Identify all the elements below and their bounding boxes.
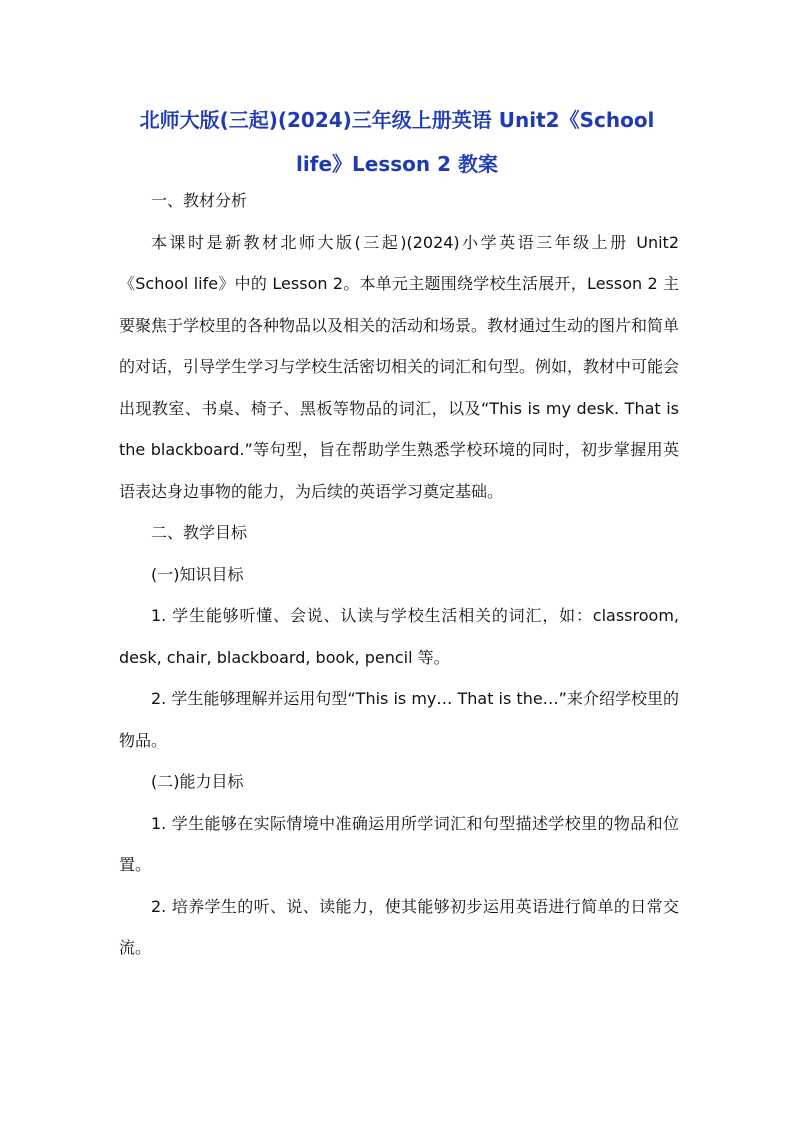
list-item-ability-2: 2. 培养学生的听、说、读能力，使其能够初步运用英语进行简单的日常交流。	[119, 896, 679, 957]
title-line-2: life》Lesson 2 教案	[296, 152, 498, 176]
paragraph-textbook-analysis: 本课时是新教材北师大版(三起)(2024)小学英语三年级上册 Unit2《School life》中的 Lesson 2。本单元主题围绕学校生活展开，Lesson 2 主要聚焦于学校里的各种物品以及相关的活动和场景。教材通过生动的图片和简单的对话，引导学生学习与学校生活密切相关的词汇和句型。例如，教材中可能会出现教室、书桌、椅子、黑板等物品的词汇，以及“This is my desk. That is the blackboard.”等句型，旨在帮助学生熟悉学校环境的同时，初步掌握用英语表达身边事物的能力，为后续的英语学习奠定基础。	[119, 232, 680, 501]
section-heading-teaching-goals: 二、教学目标	[151, 523, 248, 542]
document-body	[119, 180, 679, 969]
list-item-knowledge-2: 2. 学生能够理解并运用句型“This is my… That is the…”来介绍学校里的物品。	[119, 689, 679, 750]
title-line-1: 北师大版(三起)(2024)三年级上册英语 Unit2《School	[139, 108, 655, 132]
list-item-knowledge-1: 1. 学生能够听懂、会说、认读与学校生活相关的词汇，如：classroom, desk, chair, blackboard, book, pencil 等。	[119, 606, 679, 667]
subheading-knowledge-goals: (一)知识目标	[151, 564, 244, 584]
list-item-ability-1: 1. 学生能够在实际情境中准确运用所学词汇和句型描述学校里的物品和位置。	[119, 813, 679, 874]
section-heading-textbook-analysis: 一、教材分析	[151, 191, 248, 210]
subheading-ability-goals: (二)能力目标	[151, 772, 244, 791]
document-title	[112, 98, 682, 186]
